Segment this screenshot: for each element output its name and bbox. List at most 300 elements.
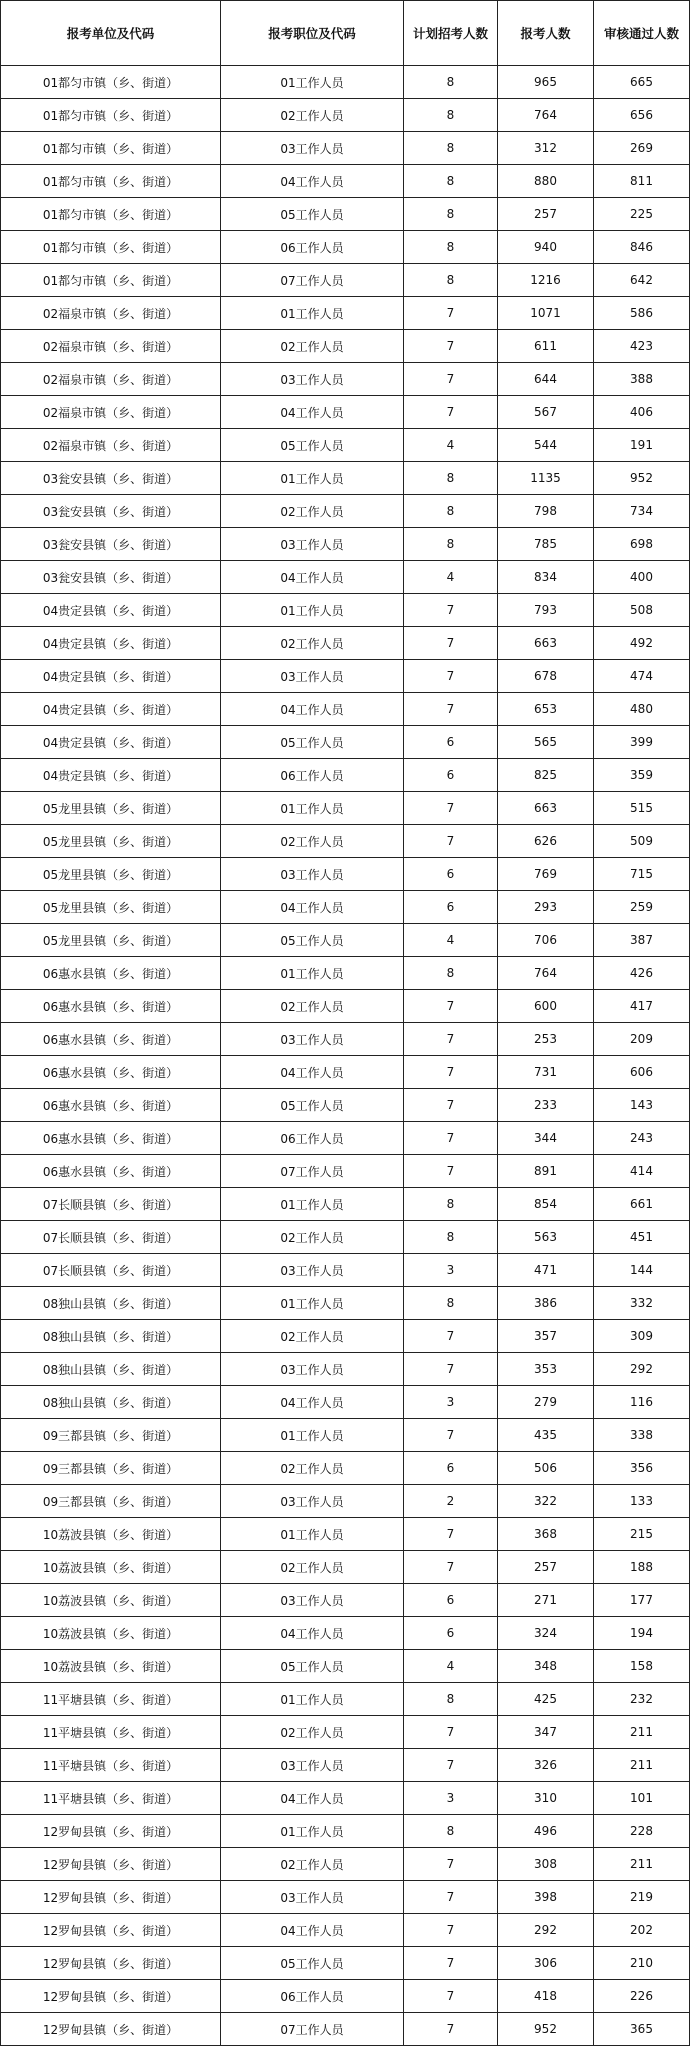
table-row [1,1353,690,1386]
cell-planned: 8 [404,1188,498,1221]
cell-planned: 7 [404,594,498,627]
cell-position: 03工作人员 [221,1584,404,1617]
cell-applicants: 312 [498,132,594,165]
cell-applicants: 353 [498,1353,594,1386]
cell-position: 01工作人员 [221,462,404,495]
cell-applicants: 731 [498,1056,594,1089]
cell-position: 04工作人员 [221,1617,404,1650]
cell-unit: 02福泉市镇（乡、街道） [1,429,221,462]
cell-approved: 586 [594,297,690,330]
cell-approved: 338 [594,1419,690,1452]
cell-position: 04工作人员 [221,693,404,726]
cell-applicants: 854 [498,1188,594,1221]
cell-approved: 451 [594,1221,690,1254]
cell-unit: 11平塘县镇（乡、街道） [1,1782,221,1815]
cell-unit: 04贵定县镇（乡、街道） [1,759,221,792]
cell-applicants: 293 [498,891,594,924]
cell-approved: 388 [594,363,690,396]
cell-planned: 7 [404,1914,498,1947]
cell-planned: 6 [404,891,498,924]
cell-position: 01工作人员 [221,594,404,627]
cell-unit: 03瓮安县镇（乡、街道） [1,528,221,561]
cell-applicants: 663 [498,627,594,660]
table-row [1,1782,690,1815]
cell-unit: 05龙里县镇（乡、街道） [1,924,221,957]
cell-position: 05工作人员 [221,1089,404,1122]
header-approved: 审核通过人数 [594,1,690,66]
table-row [1,1254,690,1287]
cell-approved: 202 [594,1914,690,1947]
cell-unit: 09三都县镇（乡、街道） [1,1452,221,1485]
cell-approved: 210 [594,1947,690,1980]
cell-position: 05工作人员 [221,198,404,231]
cell-unit: 01都匀市镇（乡、街道） [1,231,221,264]
table-row [1,363,690,396]
cell-planned: 7 [404,990,498,1023]
cell-applicants: 678 [498,660,594,693]
cell-applicants: 233 [498,1089,594,1122]
cell-approved: 259 [594,891,690,924]
cell-unit: 06惠水县镇（乡、街道） [1,1023,221,1056]
cell-applicants: 834 [498,561,594,594]
table-row [1,1980,690,2013]
cell-approved: 211 [594,1749,690,1782]
table-row [1,693,690,726]
cell-unit: 08独山县镇（乡、街道） [1,1320,221,1353]
cell-unit: 02福泉市镇（乡、街道） [1,330,221,363]
cell-planned: 6 [404,1452,498,1485]
cell-planned: 7 [404,627,498,660]
cell-position: 03工作人员 [221,660,404,693]
cell-planned: 7 [404,330,498,363]
cell-approved: 194 [594,1617,690,1650]
cell-approved: 509 [594,825,690,858]
cell-applicants: 653 [498,693,594,726]
cell-applicants: 324 [498,1617,594,1650]
cell-applicants: 764 [498,957,594,990]
cell-applicants: 253 [498,1023,594,1056]
cell-applicants: 386 [498,1287,594,1320]
cell-unit: 02福泉市镇（乡、街道） [1,297,221,330]
cell-approved: 417 [594,990,690,1023]
cell-position: 03工作人员 [221,1749,404,1782]
cell-approved: 226 [594,1980,690,2013]
cell-applicants: 425 [498,1683,594,1716]
cell-approved: 359 [594,759,690,792]
cell-applicants: 793 [498,594,594,627]
cell-unit: 08独山县镇（乡、街道） [1,1386,221,1419]
cell-position: 07工作人员 [221,1155,404,1188]
cell-position: 03工作人员 [221,1353,404,1386]
cell-position: 04工作人员 [221,561,404,594]
cell-applicants: 600 [498,990,594,1023]
cell-position: 01工作人员 [221,1683,404,1716]
table-row [1,1518,690,1551]
cell-planned: 8 [404,264,498,297]
cell-approved: 243 [594,1122,690,1155]
cell-applicants: 418 [498,1980,594,2013]
cell-unit: 01都匀市镇（乡、街道） [1,198,221,231]
header-applicants: 报考人数 [498,1,594,66]
cell-unit: 04贵定县镇（乡、街道） [1,627,221,660]
cell-planned: 8 [404,495,498,528]
cell-planned: 8 [404,1287,498,1320]
cell-approved: 332 [594,1287,690,1320]
cell-planned: 7 [404,825,498,858]
table-row [1,1749,690,1782]
cell-applicants: 398 [498,1881,594,1914]
cell-planned: 8 [404,462,498,495]
table-row [1,924,690,957]
cell-planned: 6 [404,759,498,792]
table-body [1,66,690,2046]
table-row [1,495,690,528]
table-row [1,462,690,495]
table-row [1,1683,690,1716]
cell-unit: 11平塘县镇（乡、街道） [1,1683,221,1716]
cell-approved: 225 [594,198,690,231]
cell-planned: 3 [404,1254,498,1287]
cell-position: 04工作人员 [221,396,404,429]
cell-unit: 10荔波县镇（乡、街道） [1,1650,221,1683]
cell-approved: 158 [594,1650,690,1683]
cell-unit: 07长顺县镇（乡、街道） [1,1188,221,1221]
cell-planned: 7 [404,1848,498,1881]
table-row [1,297,690,330]
cell-planned: 7 [404,1518,498,1551]
cell-unit: 01都匀市镇（乡、街道） [1,264,221,297]
cell-planned: 8 [404,165,498,198]
cell-position: 04工作人员 [221,1782,404,1815]
cell-position: 07工作人员 [221,264,404,297]
cell-applicants: 279 [498,1386,594,1419]
cell-unit: 03瓮安县镇（乡、街道） [1,495,221,528]
cell-planned: 2 [404,1485,498,1518]
cell-position: 04工作人员 [221,1386,404,1419]
cell-position: 04工作人员 [221,891,404,924]
cell-unit: 05龙里县镇（乡、街道） [1,858,221,891]
table-row [1,264,690,297]
cell-approved: 191 [594,429,690,462]
cell-unit: 01都匀市镇（乡、街道） [1,132,221,165]
table-row [1,1155,690,1188]
table-row [1,1023,690,1056]
table-row [1,1914,690,1947]
cell-planned: 7 [404,1056,498,1089]
table-row [1,2013,690,2046]
cell-applicants: 825 [498,759,594,792]
cell-planned: 4 [404,1650,498,1683]
cell-approved: 515 [594,792,690,825]
cell-applicants: 435 [498,1419,594,1452]
cell-applicants: 798 [498,495,594,528]
table-header [1,1,690,66]
table-row [1,99,690,132]
table-row [1,1848,690,1881]
table-row [1,165,690,198]
cell-position: 04工作人员 [221,1056,404,1089]
cell-approved: 406 [594,396,690,429]
cell-applicants: 496 [498,1815,594,1848]
cell-unit: 04贵定县镇（乡、街道） [1,693,221,726]
cell-unit: 12罗甸县镇（乡、街道） [1,1947,221,1980]
cell-applicants: 348 [498,1650,594,1683]
cell-planned: 7 [404,792,498,825]
cell-applicants: 544 [498,429,594,462]
cell-unit: 06惠水县镇（乡、街道） [1,1056,221,1089]
table-row [1,1320,690,1353]
table-row [1,1287,690,1320]
cell-position: 03工作人员 [221,1254,404,1287]
cell-applicants: 626 [498,825,594,858]
cell-unit: 01都匀市镇（乡、街道） [1,165,221,198]
cell-approved: 211 [594,1716,690,1749]
cell-position: 03工作人员 [221,1023,404,1056]
cell-unit: 06惠水县镇（乡、街道） [1,1122,221,1155]
cell-position: 02工作人员 [221,99,404,132]
cell-approved: 698 [594,528,690,561]
cell-position: 01工作人员 [221,1815,404,1848]
cell-position: 06工作人员 [221,759,404,792]
cell-applicants: 257 [498,198,594,231]
cell-applicants: 257 [498,1551,594,1584]
cell-position: 01工作人员 [221,1518,404,1551]
cell-position: 02工作人员 [221,1221,404,1254]
cell-planned: 7 [404,2013,498,2046]
table-row [1,198,690,231]
cell-planned: 4 [404,924,498,957]
cell-unit: 03瓮安县镇（乡、街道） [1,561,221,594]
cell-applicants: 565 [498,726,594,759]
table-row [1,891,690,924]
cell-applicants: 506 [498,1452,594,1485]
cell-position: 02工作人员 [221,627,404,660]
table-row [1,957,690,990]
cell-position: 01工作人员 [221,1287,404,1320]
table-row [1,1947,690,1980]
cell-applicants: 563 [498,1221,594,1254]
cell-approved: 215 [594,1518,690,1551]
cell-approved: 734 [594,495,690,528]
cell-approved: 400 [594,561,690,594]
cell-unit: 09三都县镇（乡、街道） [1,1485,221,1518]
cell-position: 01工作人员 [221,1188,404,1221]
cell-unit: 02福泉市镇（乡、街道） [1,396,221,429]
cell-approved: 811 [594,165,690,198]
table-row [1,858,690,891]
table-row [1,1386,690,1419]
cell-position: 05工作人员 [221,1947,404,1980]
cell-planned: 6 [404,858,498,891]
cell-planned: 7 [404,693,498,726]
cell-unit: 12罗甸县镇（乡、街道） [1,1881,221,1914]
cell-unit: 03瓮安县镇（乡、街道） [1,462,221,495]
cell-position: 01工作人员 [221,66,404,99]
table-row [1,792,690,825]
cell-planned: 7 [404,1551,498,1584]
table-row [1,1221,690,1254]
cell-planned: 7 [404,1320,498,1353]
cell-applicants: 644 [498,363,594,396]
cell-approved: 309 [594,1320,690,1353]
cell-planned: 7 [404,1089,498,1122]
table-row [1,429,690,462]
cell-approved: 426 [594,957,690,990]
cell-unit: 01都匀市镇（乡、街道） [1,99,221,132]
cell-planned: 7 [404,363,498,396]
table-row [1,396,690,429]
cell-position: 02工作人员 [221,495,404,528]
cell-applicants: 965 [498,66,594,99]
cell-applicants: 952 [498,2013,594,2046]
cell-applicants: 567 [498,396,594,429]
cell-unit: 01都匀市镇（乡、街道） [1,66,221,99]
table-row [1,759,690,792]
cell-planned: 7 [404,1716,498,1749]
cell-applicants: 306 [498,1947,594,1980]
table-row [1,627,690,660]
cell-position: 03工作人员 [221,528,404,561]
cell-position: 01工作人员 [221,1419,404,1452]
table-row [1,1188,690,1221]
cell-planned: 8 [404,1815,498,1848]
cell-position: 01工作人员 [221,957,404,990]
cell-planned: 7 [404,1947,498,1980]
cell-applicants: 322 [498,1485,594,1518]
cell-applicants: 292 [498,1914,594,1947]
cell-applicants: 706 [498,924,594,957]
cell-unit: 12罗甸县镇（乡、街道） [1,2013,221,2046]
cell-unit: 06惠水县镇（乡、街道） [1,1089,221,1122]
cell-unit: 09三都县镇（乡、街道） [1,1419,221,1452]
cell-position: 05工作人员 [221,726,404,759]
cell-approved: 209 [594,1023,690,1056]
cell-position: 05工作人员 [221,1650,404,1683]
header-planned: 计划招考人数 [404,1,498,66]
cell-planned: 8 [404,1221,498,1254]
cell-position: 02工作人员 [221,990,404,1023]
cell-applicants: 785 [498,528,594,561]
cell-position: 06工作人员 [221,1980,404,2013]
cell-unit: 10荔波县镇（乡、街道） [1,1617,221,1650]
cell-unit: 12罗甸县镇（乡、街道） [1,1980,221,2013]
cell-unit: 02福泉市镇（乡、街道） [1,363,221,396]
cell-approved: 228 [594,1815,690,1848]
cell-position: 03工作人员 [221,858,404,891]
cell-approved: 414 [594,1155,690,1188]
cell-applicants: 769 [498,858,594,891]
table-row [1,1551,690,1584]
cell-applicants: 611 [498,330,594,363]
cell-approved: 480 [594,693,690,726]
cell-position: 06工作人员 [221,1122,404,1155]
cell-position: 02工作人员 [221,825,404,858]
cell-unit: 07长顺县镇（乡、街道） [1,1221,221,1254]
cell-applicants: 271 [498,1584,594,1617]
cell-approved: 269 [594,132,690,165]
cell-planned: 8 [404,66,498,99]
cell-position: 05工作人员 [221,429,404,462]
cell-position: 05工作人员 [221,924,404,957]
cell-planned: 8 [404,132,498,165]
cell-unit: 10荔波县镇（乡、街道） [1,1518,221,1551]
cell-approved: 101 [594,1782,690,1815]
cell-position: 01工作人员 [221,297,404,330]
cell-planned: 8 [404,99,498,132]
cell-position: 06工作人员 [221,231,404,264]
table-row [1,825,690,858]
cell-approved: 656 [594,99,690,132]
table-row [1,561,690,594]
cell-applicants: 940 [498,231,594,264]
cell-applicants: 326 [498,1749,594,1782]
cell-planned: 7 [404,396,498,429]
cell-unit: 05龙里县镇（乡、街道） [1,792,221,825]
cell-unit: 12罗甸县镇（乡、街道） [1,1848,221,1881]
table-row [1,1650,690,1683]
cell-planned: 4 [404,561,498,594]
table-row [1,528,690,561]
table-row [1,132,690,165]
cell-approved: 133 [594,1485,690,1518]
cell-position: 02工作人员 [221,1320,404,1353]
cell-planned: 7 [404,1881,498,1914]
cell-approved: 715 [594,858,690,891]
cell-approved: 846 [594,231,690,264]
cell-planned: 7 [404,1122,498,1155]
cell-unit: 04贵定县镇（乡、街道） [1,594,221,627]
cell-position: 04工作人员 [221,1914,404,1947]
cell-planned: 7 [404,1980,498,2013]
cell-planned: 3 [404,1386,498,1419]
cell-applicants: 368 [498,1518,594,1551]
cell-approved: 387 [594,924,690,957]
cell-approved: 399 [594,726,690,759]
cell-applicants: 663 [498,792,594,825]
cell-unit: 05龙里县镇（乡、街道） [1,891,221,924]
table-row [1,1485,690,1518]
cell-applicants: 344 [498,1122,594,1155]
table-row [1,1419,690,1452]
cell-planned: 7 [404,1353,498,1386]
table-row [1,330,690,363]
cell-position: 02工作人员 [221,1551,404,1584]
cell-approved: 356 [594,1452,690,1485]
cell-planned: 7 [404,1155,498,1188]
cell-planned: 7 [404,297,498,330]
table-row [1,1815,690,1848]
cell-unit: 07长顺县镇（乡、街道） [1,1254,221,1287]
cell-planned: 7 [404,1419,498,1452]
cell-approved: 177 [594,1584,690,1617]
cell-applicants: 1071 [498,297,594,330]
cell-approved: 116 [594,1386,690,1419]
cell-applicants: 891 [498,1155,594,1188]
cell-planned: 8 [404,957,498,990]
header-row [1,1,690,66]
table-row [1,1122,690,1155]
cell-unit: 10荔波县镇（乡、街道） [1,1584,221,1617]
cell-unit: 04贵定县镇（乡、街道） [1,726,221,759]
cell-position: 04工作人员 [221,165,404,198]
cell-planned: 6 [404,726,498,759]
cell-applicants: 310 [498,1782,594,1815]
cell-planned: 8 [404,198,498,231]
cell-approved: 144 [594,1254,690,1287]
cell-planned: 7 [404,1023,498,1056]
table-row [1,1716,690,1749]
header-unit: 报考单位及代码 [1,1,221,66]
